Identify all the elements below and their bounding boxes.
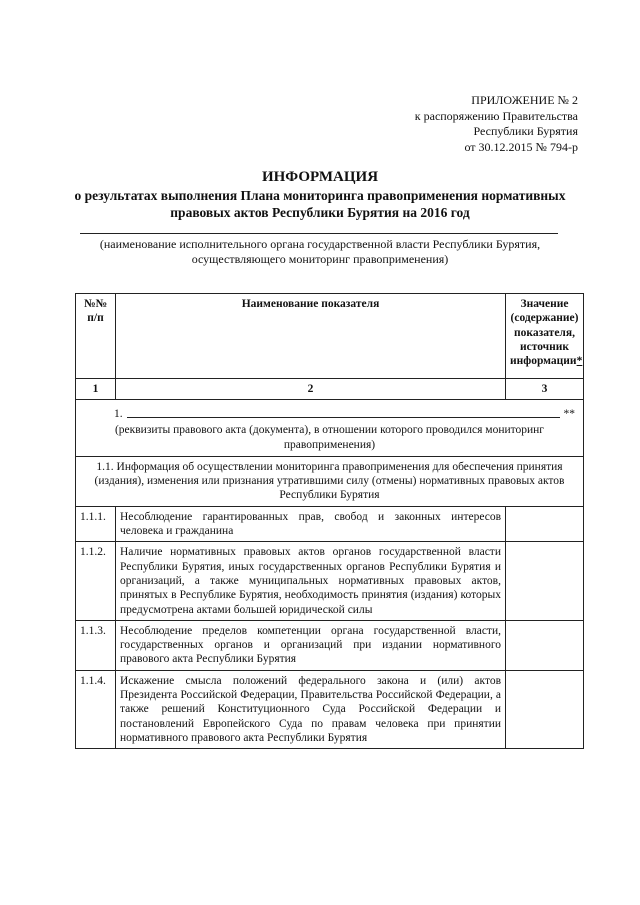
- row-indicator: Несоблюдение гарантированных прав, свобод и законных интересов человека и гражданина: [116, 506, 506, 542]
- header-name: Наименование показателя: [116, 294, 506, 379]
- column-number-2: 2: [116, 379, 506, 400]
- act-caption: (реквизиты правового акта (документа), в отношении которого проводился мониторинг правоприменения): [114, 424, 545, 451]
- document-subtitle: о результатах выполнения Плана мониторинга правоприменения нормативных правовых актов Республики Бурятия на 2016 год: [74, 188, 566, 220]
- document-title: ИНФОРМАЦИЯ: [261, 169, 379, 185]
- act-footnote-mark: **: [563, 408, 575, 420]
- header-num: №№ п/п: [76, 294, 116, 379]
- row-indicator: Искажение смысла положений федерального закона и (или) актов Президента Российской Федерации, Правительства Российской Федерации, а также решений Конституционного Суда Российской Федерации и постановлений Европейского Суда по правам человека при принятии нормативного правового акта Республики Бурятия: [116, 670, 506, 748]
- row-value: [506, 506, 584, 542]
- section-heading: 1.1. Информация об осуществлении мониторинга правоприменения для обеспечения принятия (издания), изменения или признания утратившими силу (отмены) нормативных правовых актов Республики Бурятия: [76, 456, 584, 506]
- annex-label: ПРИЛОЖЕНИЕ № 2: [471, 93, 578, 107]
- header-value: Значение (содержание) показателя, источник информации*: [506, 294, 584, 379]
- annex-header: [415, 93, 578, 155]
- row-value: [506, 542, 584, 620]
- column-numbers-row: [76, 379, 584, 400]
- table-row: [76, 620, 584, 670]
- section-row: [76, 456, 584, 506]
- act-number: 1.: [114, 408, 123, 420]
- header-value-footnote-mark: *: [576, 355, 583, 368]
- row-indicator: Наличие нормативных правовых актов органов государственной власти Республики Бурятия, иных государственных органов Республики Бурятия и организаций, а также муниципальных нормативных правовых актов, принятых в Республике Бурятия, необходимость принятия (издания) которых предусмотрена актами большей юридической силы: [116, 542, 506, 620]
- indicators-table: [75, 293, 584, 749]
- table-header-row: [76, 294, 584, 379]
- table-row: [76, 542, 584, 620]
- row-number: 1.1.3.: [76, 620, 116, 670]
- column-number-3: 3: [506, 379, 584, 400]
- row-indicator: Несоблюдение пределов компетенции органа государственной власти, государственных органов и организаций при издании нормативного правового акта Республики Бурятия: [116, 620, 506, 670]
- row-value: [506, 670, 584, 748]
- act-requisites-line: [127, 406, 560, 418]
- authority-caption: (наименование исполнительного органа государственной власти Республики Бурятия, осуществляющего мониторинг правоприменения): [99, 237, 541, 266]
- row-number: 1.1.4.: [76, 670, 116, 748]
- act-row: [76, 400, 584, 457]
- annex-order-ref: к распоряжению Правительства: [414, 108, 578, 123]
- row-number: 1.1.1.: [76, 506, 116, 542]
- table-row: [76, 506, 584, 542]
- table-row: [76, 670, 584, 748]
- annex-republic: Республики Бурятия: [473, 124, 578, 138]
- column-number-1: 1: [76, 379, 116, 400]
- authority-name-line: [80, 233, 558, 234]
- row-value: [506, 620, 584, 670]
- act-cell: [76, 400, 584, 457]
- row-number: 1.1.2.: [76, 542, 116, 620]
- annex-date-number: от 30.12.2015 № 794-р: [464, 139, 578, 154]
